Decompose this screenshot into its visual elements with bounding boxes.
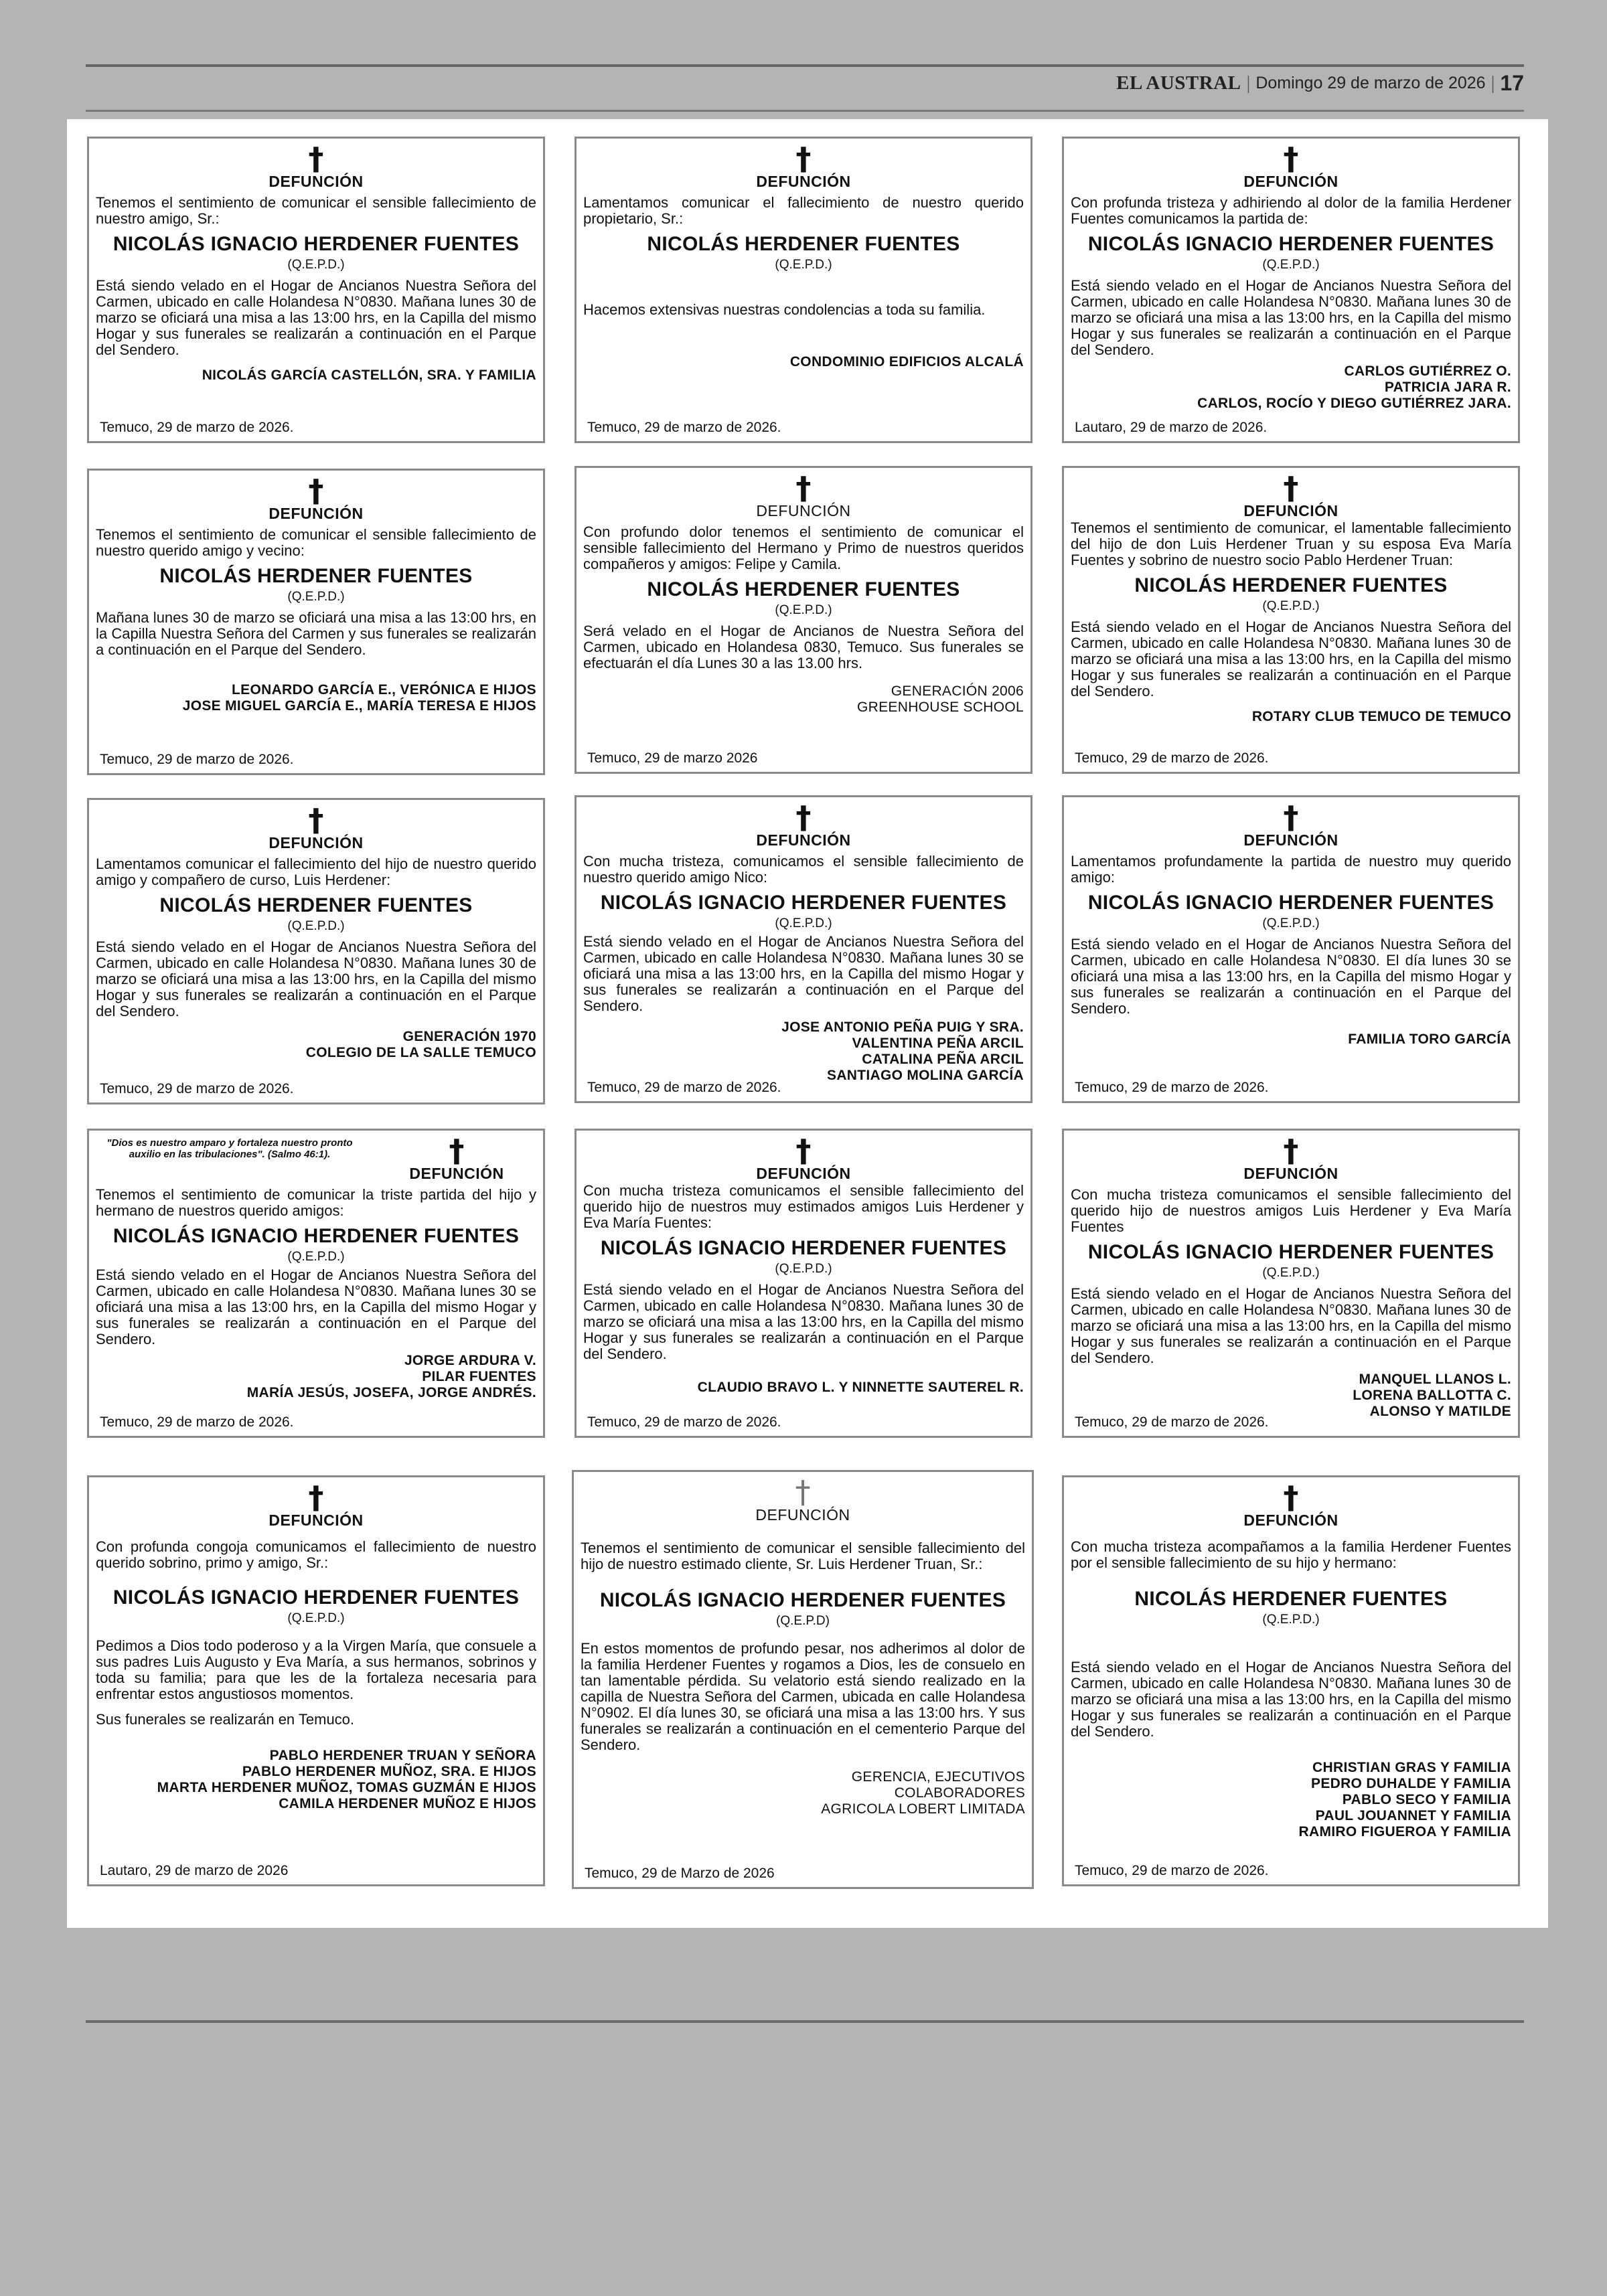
obituary-notice [87,1129,545,1438]
notice-intro: Lamentamos comunicar el fallecimiento del hijo de nuestro querido amigo y compañero de curso, Luis Herdener: [96,855,536,888]
signer: COLABORADORES [894,1785,1025,1801]
notice-body: Será velado en el Hogar de Ancianos de Nuestra Señora del Carmen, ubicado en Holandesa 0830, Temuco. Sus funerales se efectuarán el día Lunes 30 a las 13.00 hrs. [583,623,1024,671]
notice-heading: DEFUNCIÓN [269,1511,364,1529]
qepd: (Q.E.P.D.) [1262,599,1320,613]
notice-body: Está siendo velado en el Hogar de Ancianos Nuestra Señora del Carmen, ubicado en calle Holandesa N°0830. Mañana lunes 30 de marzo se oficiará una misa a las 13:00 hrs, en la Capilla del mismo Hogar y sus funerales se realizarán a continuación en el Parque del Sendero. [583,1281,1024,1362]
deceased-name: NICOLÁS HERDENER FUENTES [159,894,473,916]
deceased-name: NICOLÁS HERDENER FUENTES [1134,1588,1448,1610]
notice-intro: Con profundo dolor tenemos el sentimiento de comunicar el sensible fallecimiento del Hermano y Primo de nuestros queridos compañeros y amigos: Felipe y Camila. [583,523,1024,572]
signers [1071,1372,1511,1420]
notice-heading: DEFUNCIÓN [1243,173,1338,190]
cross-icon: † [795,799,812,835]
notice-body: Hacemos extensivas nuestras condolencias a toda su familia. [583,301,986,318]
obituary-notice [1062,1129,1520,1438]
notice-body: Está siendo velado en el Hogar de Ancianos Nuestra Señora del Carmen, ubicado en calle Holandesa N°0830. Mañana lunes 30 de marzo se oficiará una misa a las 13:00 hrs, en la Capilla del mismo Hogar y sus funerales se realizarán a continuación en el Parque del Sendero. [96,277,536,358]
notice-body: Mañana lunes 30 de marzo se oficiará una misa a las 13:00 hrs, en la Capilla Nuestra Señora del Carmen y sus funerales se realizarán a continuación en el Parque del Sendero. [96,609,536,658]
notice-body: Está siendo velado en el Hogar de Ancianos Nuestra Señora del Carmen, ubicado en calle Holandesa N°0830. Mañana lunes 30 de marzo se oficiará una misa a las 13:00 hrs, en la Capilla del mismo Hogar y sus funerales se realizarán a continuación en el Parque del Sendero. [96,938,536,1019]
signer: MARÍA JESÚS, JOSEFA, JORGE ANDRÉS. [246,1385,536,1400]
masthead-underline [86,110,1524,112]
signer: PEDRO DUHALDE Y FAMILIA [1311,1776,1511,1791]
deceased-name: NICOLÁS IGNACIO HERDENER FUENTES [112,1225,520,1247]
signers [581,1769,1025,1817]
page-number: 17 [1500,70,1524,95]
obituary-notice [1062,1475,1520,1886]
signers [96,1748,536,1812]
signer: RAMIRO FIGUEROA Y FAMILIA [1298,1824,1511,1839]
qepd: (Q.E.P.D) [776,1614,830,1628]
obituary-notice [575,137,1032,443]
cross-icon: † [1283,141,1299,177]
issue-date: Domingo 29 de marzo de 2026 [1255,73,1486,92]
qepd: (Q.E.P.D.) [1262,258,1320,272]
notice-date: Temuco, 29 de marzo de 2026. [100,1081,294,1096]
notice-intro: Con profunda congoja comunicamos el fallecimiento de nuestro querido sobrino, primo y amigo, Sr.: [96,1538,536,1571]
signer: JOSE ANTONIO PEÑA PUIG Y SRA. [781,1019,1024,1035]
signer: COLEGIO DE LA SALLE TEMUCO [305,1045,536,1060]
cross-icon: † [1283,470,1299,506]
qepd: (Q.E.P.D.) [287,1250,345,1264]
obituary-notice [1062,795,1520,1103]
notice-date: Temuco, 29 de marzo de 2026. [587,1080,781,1095]
qepd: (Q.E.P.D.) [775,258,832,272]
cross-icon: † [308,141,324,177]
obituary-notice [572,1470,1034,1889]
cross-icon: † [795,1474,811,1510]
cross-icon: † [795,1133,812,1169]
signer: LORENA BALLOTTA C. [1353,1388,1511,1403]
cross-icon: † [1283,1479,1299,1515]
signers [583,683,1024,716]
notice-date: Temuco, 29 de marzo de 2026. [100,420,294,435]
notice-intro: Tenemos el sentimiento de comunicar, el lamentable fallecimiento del hijo de don Luis Herdener Truan y su esposa Eva María Fuentes y sobrino de nuestro socio Pablo Herdener Truan: [1071,519,1511,568]
masthead [1116,67,1524,99]
signer: ROTARY CLUB TEMUCO DE TEMUCO [1251,709,1511,724]
deceased-name: NICOLÁS IGNACIO HERDENER FUENTES [600,892,1007,914]
signers [1071,709,1511,725]
signer: PILAR FUENTES [422,1369,536,1384]
notice-date: Lautaro, 29 de marzo de 2026. [1075,420,1268,435]
deceased-name: NICOLÁS IGNACIO HERDENER FUENTES [599,1589,1006,1611]
cross-icon: † [449,1133,465,1169]
notice-heading: DEFUNCIÓN [756,502,851,519]
qepd: (Q.E.P.D.) [1262,916,1320,930]
notice-date: Temuco, 29 de marzo de 2026. [1075,1080,1269,1095]
signers [96,682,536,714]
signer: CLAUDIO BRAVO L. Y NINNETTE SAUTEREL R. [697,1380,1024,1395]
notice-intro: Con profunda tristeza y adhiriendo al dolor de la familia Herdener Fuentes comunicamos la partida de: [1071,194,1511,227]
signer: PABLO HERDENER TRUAN Y SEÑORA [269,1748,536,1763]
signers [96,1353,536,1401]
qepd: (Q.E.P.D.) [287,258,345,272]
notice-heading: DEFUNCIÓN [755,1506,850,1524]
obituary-notice [575,795,1032,1103]
bible-quote: "Dios es nuestro amparo y fortaleza nuestro pronto auxilio en las tribulaciones". (Salmo 46:1). [106,1137,353,1160]
deceased-name: NICOLÁS HERDENER FUENTES [647,578,960,600]
deceased-name: NICOLÁS IGNACIO HERDENER FUENTES [1087,1241,1495,1263]
cross-icon: † [308,802,324,838]
signer: CATALINA PEÑA ARCIL [862,1052,1024,1067]
obituary-notice [87,798,545,1104]
signer: GREENHOUSE SCHOOL [857,700,1024,715]
bottom-rule [86,2020,1524,2023]
notice-date: Temuco, 29 de marzo de 2026. [1075,1863,1269,1878]
notice-body: Está siendo velado en el Hogar de Ancianos Nuestra Señora del Carmen, ubicado en calle Holandesa N°0830. Mañana lunes 30 de marzo se oficiará una misa a las 13:00 hrs, en la Capilla del mismo Hogar y sus funerales se realizarán a continuación en el Parque del Sendero. [1071,1659,1511,1740]
notice-intro: Con mucha tristeza comunicamos el sensible fallecimiento del querido hijo de nuestros muy estimados amigos Luis Herdener y Eva María Fuentes: [583,1182,1024,1231]
masthead-separator: | [1246,72,1251,94]
notice-body-funeral: Sus funerales se realizarán en Temuco. [96,1711,355,1728]
deceased-name: NICOLÁS IGNACIO HERDENER FUENTES [600,1237,1007,1259]
cross-icon: † [1283,799,1299,835]
signer: CARLOS, ROCÍO Y DIEGO GUTIÉRREZ JARA. [1197,396,1511,411]
notice-intro: Tenemos el sentimiento de comunicar el sensible fallecimiento de nuestro querido amigo y vecino: [96,526,536,559]
signers [583,1380,1024,1396]
signer: NICOLÁS GARCÍA CASTELLÓN, SRA. Y FAMILIA [202,367,536,383]
qepd: (Q.E.P.D.) [1262,1613,1320,1627]
deceased-name: NICOLÁS HERDENER FUENTES [1134,574,1448,596]
signer: JORGE ARDURA V. [404,1353,536,1368]
signer: PAUL JOUANNET Y FAMILIA [1315,1808,1511,1823]
deceased-name: NICOLÁS IGNACIO HERDENER FUENTES [112,1586,520,1609]
notice-heading: DEFUNCIÓN [269,505,364,522]
notice-date: Temuco, 29 de marzo de 2026. [100,1414,294,1430]
deceased-name: NICOLÁS HERDENER FUENTES [159,565,473,587]
signer: CONDOMINIO EDIFICIOS ALCALÁ [789,354,1024,370]
obituary-notice [87,1475,545,1886]
notice-heading: DEFUNCIÓN [409,1165,504,1182]
deceased-name: NICOLÁS IGNACIO HERDENER FUENTES [1087,233,1495,255]
notice-heading: DEFUNCIÓN [756,1165,851,1182]
signers [1071,1760,1511,1840]
obituary-notice [87,137,545,443]
signer: MANQUEL LLANOS L. [1359,1372,1511,1387]
signer: VALENTINA PEÑA ARCIL [852,1036,1024,1051]
notice-intro: Con mucha tristeza, comunicamos el sensible fallecimiento de nuestro querido amigo Nico: [583,853,1024,886]
cross-icon: † [1283,1133,1299,1169]
signer: SANTIAGO MOLINA GARCÍA [827,1068,1024,1083]
signer: GENERACIÓN 1970 [402,1029,536,1044]
notice-heading: DEFUNCIÓN [1243,502,1338,519]
signer: GERENCIA, EJECUTIVOS [851,1769,1025,1785]
deceased-name: NICOLÁS IGNACIO HERDENER FUENTES [112,233,520,255]
qepd: (Q.E.P.D.) [1262,1266,1320,1280]
qepd: (Q.E.P.D.) [775,603,832,617]
obituary-notice [1062,137,1520,443]
signers [96,367,536,384]
notice-heading: DEFUNCIÓN [1243,1165,1338,1182]
qepd: (Q.E.P.D.) [287,590,345,604]
notice-body: Está siendo velado en el Hogar de Ancianos Nuestra Señora del Carmen, ubicado en calle Holandesa N°0830. Mañana lunes 30 se oficiará una misa a las 13:00 hrs, en la Capilla del mismo Hogar y sus funerales se realizarán a continuación en el Parque del Sendero. [96,1266,536,1347]
obituary-notice [575,466,1032,774]
qepd: (Q.E.P.D.) [775,1262,832,1276]
notice-heading: DEFUNCIÓN [269,173,364,190]
cross-icon: † [795,470,812,506]
masthead-separator-2: | [1490,72,1495,94]
notice-body: Está siendo velado en el Hogar de Ancianos Nuestra Señora del Carmen, ubicado en calle Holandesa N°0830. Mañana lunes 30 de marzo se oficiará una misa a las 13:00 hrs, en la Capilla del mismo Hogar y sus funerales se realizarán a continuación en el Parque del Sendero. [1071,277,1511,358]
notice-body: Pedimos a Dios todo poderoso y a la Virgen María, que consuele a sus padres Luis Augusto y Eva María, a sus hermanos, sobrinos y toda su familia; para que les de la fortaleza necesaria para enfrentar estos angustiosos momentos. [96,1637,536,1702]
notice-body: En estos momentos de profundo pesar, nos adherimos al dolor de la familia Herdener Fuentes y rogamos a Dios, les de consuelo en tan lamentable pérdida. Su velatorio está siendo realizado en la capilla de Nuestra Señora del Carmen, ubicada en calle Holandesa N°0902. El día lunes 30, se oficiará una misa a las 13:00 hrs. Y sus funerales se realizarán a continuación en el cementerio Parque del Sendero. [581,1640,1025,1753]
notice-date: Temuco, 29 de marzo 2026 [587,750,758,766]
obituary-page [67,119,1548,1928]
heading-wrap [377,1133,536,1187]
signer: PABLO SECO Y FAMILIA [1342,1792,1511,1807]
notice-heading: DEFUNCIÓN [756,831,851,849]
notice-date: Temuco, 29 de Marzo de 2026 [585,1866,775,1881]
notice-heading: DEFUNCIÓN [1243,831,1338,849]
notice-intro: Tenemos el sentimiento de comunicar el sensible fallecimiento de nuestro amigo, Sr.: [96,194,536,227]
signer: CARLOS GUTIÉRREZ O. [1344,363,1511,379]
notice-intro: Con mucha tristeza comunicamos el sensible fallecimiento del querido hijo de nuestros amigos Luis Herdener y Eva María Fuentes [1071,1186,1511,1235]
signers [1071,363,1511,412]
notice-intro: Tenemos el sentimiento de comunicar la triste partida del hijo y hermano de nuestros querido amigos: [96,1186,536,1219]
notice-body: Está siendo velado en el Hogar de Ancianos Nuestra Señora del Carmen, ubicado en calle Holandesa N°0830. Mañana lunes 30 se oficiará una misa a las 13:00 hrs, en la Capilla del mismo Hogar y sus funerales se realizarán a continuación en el Parque del Sendero. [583,933,1024,1014]
signer: LEONARDO GARCÍA E., VERÓNICA E HIJOS [232,682,536,698]
signers [583,1019,1024,1084]
obituary-notice [87,469,545,775]
signer: FAMILIA TORO GARCÍA [1348,1032,1511,1047]
notice-body: Está siendo velado en el Hogar de Ancianos Nuestra Señora del Carmen, ubicado en calle Holandesa N°0830. Mañana lunes 30 de marzo se oficiará una misa a las 13:00 hrs, en la Capilla del mismo Hogar y sus funerales se realizarán a continuación en el Parque del Sendero. [1071,1285,1511,1366]
signer: CHRISTIAN GRAS Y FAMILIA [1312,1760,1511,1775]
notice-date: Lautaro, 29 de marzo de 2026 [100,1863,289,1878]
notice-intro: Tenemos el sentimiento de comunicar el sensible fallecimiento del hijo de nuestro estimado cliente, Sr. Luis Herdener Truan, Sr.: [581,1540,1025,1572]
notice-date: Temuco, 29 de marzo de 2026. [100,752,294,767]
notice-date: Temuco, 29 de marzo de 2026. [587,420,781,435]
qepd: (Q.E.P.D.) [287,919,345,933]
notice-heading: DEFUNCIÓN [1243,1511,1338,1529]
obituary-notice [1062,466,1520,774]
qepd: (Q.E.P.D.) [287,1611,345,1625]
signer: PABLO HERDENER MUÑOZ, SRA. E HIJOS [242,1764,536,1779]
signer: PATRICIA JARA R. [1384,380,1511,395]
signer: CAMILA HERDENER MUÑOZ E HIJOS [279,1796,536,1811]
signer: JOSE MIGUEL GARCÍA E., MARÍA TERESA E HIJOS [182,698,536,714]
notice-intro: Lamentamos comunicar el fallecimiento de nuestro querido propietario, Sr.: [583,194,1024,227]
signers [583,354,1024,370]
cross-icon: † [795,141,812,177]
notice-intro: Con mucha tristeza acompañamos a la familia Herdener Fuentes por el sensible fallecimiento de su hijo y hermano: [1071,1538,1511,1571]
notice-date: Temuco, 29 de marzo de 2026. [1075,750,1269,766]
notice-body: Está siendo velado en el Hogar de Ancianos Nuestra Señora del Carmen, ubicado en calle Holandesa N°0830. Mañana lunes 30 de marzo se oficiará una misa a las 13:00 hrs, en la Capilla del mismo Hogar y sus funerales se realizarán a continuación en el Parque del Sendero. [1071,619,1511,700]
obituary-notice [575,1129,1032,1438]
signers [96,1029,536,1061]
notice-heading: DEFUNCIÓN [756,173,851,190]
notice-heading: DEFUNCIÓN [269,834,364,851]
signer: ALONSO Y MATILDE [1369,1404,1511,1419]
notice-topline [96,1133,536,1187]
deceased-name: NICOLÁS IGNACIO HERDENER FUENTES [1087,892,1495,914]
signer: AGRICOLA LOBERT LIMITADA [821,1801,1025,1817]
notice-intro: Lamentamos profundamente la partida de nuestro muy querido amigo: [1071,853,1511,886]
notice-date: Temuco, 29 de marzo de 2026. [587,1414,781,1430]
notice-date: Temuco, 29 de marzo de 2026. [1075,1414,1269,1430]
publication-name: EL AUSTRAL [1116,72,1241,94]
deceased-name: NICOLÁS HERDENER FUENTES [647,233,960,255]
cross-icon: † [308,473,324,509]
qepd: (Q.E.P.D.) [775,916,832,930]
signers [1071,1032,1511,1048]
signer: MARTA HERDENER MUÑOZ, TOMAS GUZMÁN E HIJOS [157,1780,536,1795]
notice-body: Está siendo velado en el Hogar de Ancianos Nuestra Señora del Carmen, ubicado en calle Holandesa N°0830. El día lunes 30 se oficiará una misa a las 13:00 hrs, en la Capilla del mismo Hogar y sus funerales se realizarán a continuación en el Parque del Sendero. [1071,936,1511,1017]
cross-icon: † [308,1479,324,1515]
signer: GENERACIÓN 2006 [891,683,1024,699]
